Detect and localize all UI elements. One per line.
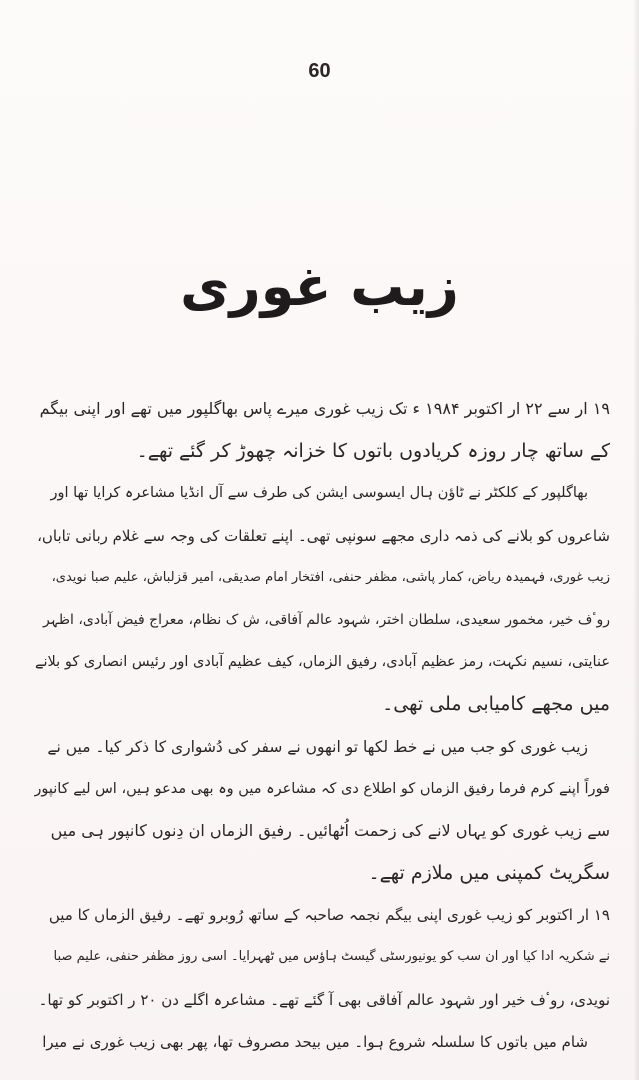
body-text xyxy=(34,388,610,1063)
text-line: شاعروں کو بلانے کی ذمہ داری مجھے سونپی تھی۔ اپنے تعلقات کی وجہ سے غلام ربانی تاباں، xyxy=(37,526,610,545)
text-line: ۱۹ ار اکتوبر کو زیب غوری اپنی بیگم نجمہ صاحبہ کے ساتھ رُوبرو تھے۔ رفیق الزماں کا میں xyxy=(48,906,610,925)
page-edge-shadow xyxy=(633,0,639,1080)
text-line: نویدی، روٴف خیر اور شہود عالم آفاقی بھی آ گئے تھے۔ مشاعرہ اگلے دن ۲۰ ر اکتوبر کو تھا۔ xyxy=(38,990,610,1009)
text-line: فوراً اپنے کرم فرما رفیق الزماں کو اطلاع دی کہ مشاعرہ میں وہ بھی مدعو ہیں، اس لیے کانپور xyxy=(34,780,610,797)
text-line: زیب غوری کو جب میں نے خط لکھا تو انھوں نے سفر کی دُشواری کا ذکر کیا۔ میں نے xyxy=(47,737,588,756)
text-line: سے زیب غوری کو یہاں لانے کی زحمت اُٹھائیں۔ رفیق الزماں ان دِنوں کانپور ہی میں xyxy=(50,820,610,840)
text-line: میں مجھے کامیابی ملی تھی۔ xyxy=(382,693,610,716)
text-line: بھاگلپور کے کلکٹر نے ٹاؤن ہال ایسوسی ایشن کی طرف سے آل انڈیا مشاعرہ کرایا تھا اور xyxy=(50,485,588,502)
chapter-title: زیب غوری xyxy=(180,255,459,318)
text-line: عنایتی، نسیم نکہت، رمز عظیم آبادی، رفیق الزماں، کیف عظیم آبادی اور رئیس انصاری کو بلانے xyxy=(35,654,610,671)
text-line: زیب غوری، فہمیدہ ریاض، کمار پاشی، مظفر حنفی، افتخار امام صدیقی، امیر قزلباش، علیم صبا نویدی، xyxy=(51,569,610,585)
text-line: کے ساتھ چار روزہ کریادوں باتوں کا خزانہ چھوڑ کر گئے تھے۔ xyxy=(136,440,610,463)
text-line: شام میں باتوں کا سلسلہ شروع ہوا۔ میں بیحد مصروف تھا، پھر بھی زیب غوری نے میرا xyxy=(42,1032,588,1051)
page-number: 60 xyxy=(308,60,331,82)
text-line: ۱۹ ار سے ۲۲ ار اکتوبر ۱۹۸۴ ء تک زیب غوری میرے پاس بھاگلپور میں تھے اور اپنی بیگم xyxy=(39,399,610,418)
text-line: سگریٹ کمپنی میں ملازم تھے۔ xyxy=(368,862,610,885)
text-line: نے شکریہ ادا کیا اور ان سب کو یونیورسٹی گیسٹ ہاؤس میں ٹھہرایا۔ اسی روز مظفر حنفی، علیم صبا xyxy=(53,949,610,965)
text-line: روٴف خیر، مخمور سعیدی، سلطان اختر، شہود عالم آفاقی، ش ک نظام، معراج فیض آبادی، اظہر xyxy=(42,611,610,628)
